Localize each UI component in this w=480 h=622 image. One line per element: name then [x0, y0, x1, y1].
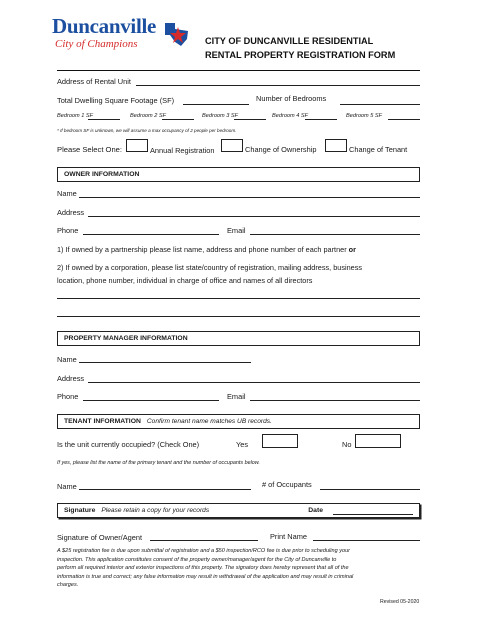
yes-label: Yes	[236, 440, 249, 449]
header-divider	[57, 70, 420, 71]
bedroom-3-sf-field[interactable]	[234, 112, 266, 120]
annual-registration-checkbox[interactable]	[126, 139, 148, 152]
occupants-field[interactable]	[320, 480, 420, 490]
logo-name: Duncanville	[52, 14, 157, 38]
occupied-question: Is the unit currently occupied? (Check One)	[57, 440, 200, 449]
owner-address-field[interactable]	[88, 207, 420, 217]
bedroom-1-sf-label: Bedroom 1 SF	[57, 113, 94, 119]
signature-header	[57, 503, 420, 518]
number-of-bedrooms-field[interactable]	[340, 95, 420, 105]
bedroom-5-sf-field[interactable]	[388, 112, 420, 120]
bedroom-3-sf-label: Bedroom 3 SF	[202, 113, 239, 119]
signature-note: Please retain a copy for your records	[101, 507, 210, 514]
manager-address-label: Address	[57, 374, 85, 383]
print-name-label: Print Name	[270, 532, 307, 541]
manager-email-label: Email	[227, 392, 246, 401]
owner-details-line-2[interactable]	[57, 307, 420, 317]
address-of-rental-unit-label: Address of Rental Unit	[57, 77, 131, 86]
change-of-ownership-label: Change of Ownership	[245, 145, 317, 154]
revised-date: Revised 05-2020	[380, 599, 420, 605]
occupied-no-checkbox[interactable]	[355, 434, 401, 448]
owner-phone-field[interactable]	[83, 225, 219, 235]
owner-address-label: Address	[57, 208, 85, 217]
bedroom-2-sf-label: Bedroom 2 SF	[130, 113, 167, 119]
occupants-label: # of Occupants	[262, 480, 312, 489]
texas-star-icon	[162, 19, 192, 49]
square-footage-field[interactable]	[183, 95, 249, 105]
owner-details-line-1[interactable]	[57, 289, 420, 299]
bedroom-4-sf-field[interactable]	[305, 112, 337, 120]
tenant-instruction: If yes, please list the name of the primary tenant and the number of occupants below.	[57, 460, 260, 466]
bedroom-5-sf-label: Bedroom 5 SF	[346, 113, 383, 119]
date-field[interactable]	[333, 507, 413, 515]
logo-tagline: City of Champions	[55, 38, 138, 50]
square-footage-label: Total Dwelling Square Footage (SF)	[57, 96, 175, 105]
manager-address-field[interactable]	[88, 373, 420, 383]
title-line-2: RENTAL PROPERTY REGISTRATION FORM	[205, 50, 396, 60]
manager-name-field[interactable]	[79, 353, 251, 363]
owner-email-label: Email	[227, 226, 246, 235]
owner-information-title: OWNER INFORMATION	[64, 171, 140, 178]
address-of-rental-unit-field[interactable]	[136, 76, 420, 86]
signature-title: Signature	[64, 507, 96, 514]
corporation-instruction-line-2: location, phone number, individual in charge of office and names of all directors	[57, 276, 313, 285]
manager-phone-label: Phone	[57, 392, 79, 401]
owner-email-field[interactable]	[250, 225, 420, 235]
manager-email-field[interactable]	[250, 391, 420, 401]
form-title	[205, 34, 395, 62]
fee-disclaimer	[57, 547, 420, 590]
annual-registration-label: Annual Registration	[150, 146, 215, 155]
bedroom-4-sf-label: Bedroom 4 SF	[272, 113, 309, 119]
partnership-or: or	[348, 245, 356, 254]
owner-signature-field[interactable]	[150, 531, 258, 541]
tenant-information-header	[57, 414, 420, 429]
number-of-bedrooms-label: Number of Bedrooms	[256, 94, 327, 103]
change-of-tenant-checkbox[interactable]	[325, 139, 347, 152]
owner-name-field[interactable]	[79, 188, 420, 198]
disclaimer-line-2: inspection. This application constitutes consent of the property owner/manager/agent for the City of Duncanville to	[57, 556, 337, 563]
property-manager-title: PROPERTY MANAGER INFORMATION	[64, 335, 188, 342]
tenant-name-label: Name	[57, 482, 77, 491]
tenant-information-title: TENANT INFORMATION	[64, 418, 141, 425]
owner-phone-label: Phone	[57, 226, 79, 235]
bedroom-2-sf-field[interactable]	[162, 112, 194, 120]
please-select-one-label: Please Select One:	[57, 145, 123, 154]
tenant-name-field[interactable]	[79, 480, 251, 490]
title-line-1: CITY OF DUNCANVILLE RESIDENTIAL	[205, 36, 374, 46]
city-logo	[52, 14, 192, 54]
disclaimer-line-3: perform all required interior and exterior inspections of this property. The signatory does hereby represent that all of the	[57, 565, 349, 572]
partnership-text: 1) If owned by a partnership please list name, address and phone number of each partner	[57, 245, 347, 254]
owner-information-header	[57, 167, 420, 182]
occupied-yes-checkbox[interactable]	[262, 434, 298, 448]
no-label: No	[342, 440, 352, 449]
disclaimer-line-1: A $25 registration fee is due upon submittal of registration and a $50 inspection/RCO fee is due prior to scheduling your	[57, 548, 351, 554]
partnership-instruction	[57, 245, 356, 254]
bedroom-sf-note: * If bedroom SF is unknown, we will assume a max occupancy of 2 people per bedroom.	[57, 128, 237, 133]
property-manager-header	[57, 331, 420, 346]
date-label: Date	[308, 507, 323, 514]
change-of-ownership-checkbox[interactable]	[221, 139, 243, 152]
disclaimer-line-4: information is true and correct; any false information may result in withdrawal of the application and may result in criminal	[57, 573, 354, 580]
disclaimer-line-5: charges.	[57, 582, 79, 589]
corporation-instruction-line-1: 2) If owned by a corporation, please list state/country of registration, mailing address, business	[57, 263, 363, 272]
owner-name-label: Name	[57, 189, 77, 198]
bedroom-1-sf-field[interactable]	[88, 112, 120, 120]
manager-name-label: Name	[57, 355, 77, 364]
print-name-field[interactable]	[313, 531, 420, 541]
owner-signature-label: Signature of Owner/Agent	[57, 533, 143, 542]
change-of-tenant-label: Change of Tenant	[349, 145, 408, 154]
tenant-information-note: Confirm tenant name matches UB records.	[146, 418, 272, 425]
manager-phone-field[interactable]	[83, 391, 219, 401]
